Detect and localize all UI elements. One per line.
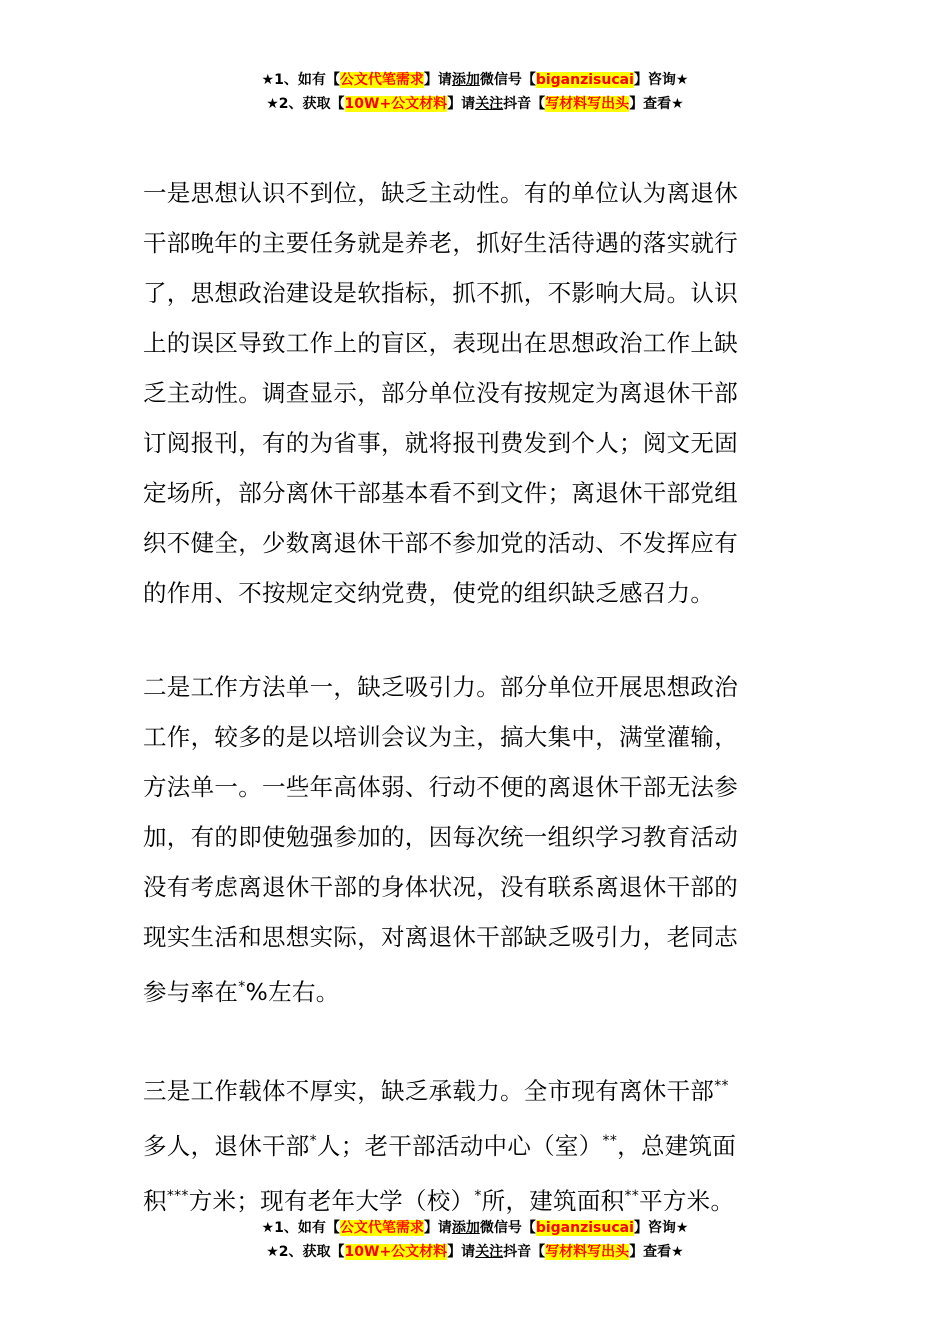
text-line: 加，有的即使勉强参加的，因每次统一组织学习教育活动 bbox=[143, 823, 738, 851]
text-line: 积***方米；现有老年大学（校）*所，建筑面积**平方米。 bbox=[143, 1187, 735, 1215]
banner-line-1: ★1、如有【公文代笔需求】请添加微信号【biganzisucai】咨询★ bbox=[261, 1220, 689, 1236]
highlight-materials: 10W+公文材料 bbox=[344, 96, 448, 112]
text-line: 订阅报刊，有的为省事，就将报刊费发到个人；阅文无固 bbox=[143, 429, 738, 457]
text-line: 参与率在*%左右。 bbox=[143, 978, 340, 1006]
highlight-douyin: 写材料写出头 bbox=[545, 1244, 630, 1260]
redacted-mark: ** bbox=[624, 1188, 640, 1204]
text-line: 没有考虑离退休干部的身体状况，没有联系离退休干部的 bbox=[143, 873, 738, 901]
paragraph-3 bbox=[143, 1061, 811, 1226]
banner-line-2: ★2、获取【10W+公文材料】请关注抖音【写材料写出头】查看★ bbox=[266, 96, 684, 112]
text-line: 三是工作载体不厚实，缺乏承载力。全市现有离休干部** bbox=[143, 1077, 729, 1105]
redacted-mark: ** bbox=[602, 1133, 618, 1149]
text-line: 织不健全，少数离退休干部不参加党的活动、不发挥应有 bbox=[143, 529, 738, 557]
text-line: 定场所，部分离休干部基本看不到文件；离退休干部党组 bbox=[143, 479, 738, 507]
text-line: 方法单一。一些年高体弱、行动不便的离退休干部无法参 bbox=[143, 773, 738, 801]
redacted-mark: * bbox=[238, 979, 246, 995]
paragraph-1 bbox=[143, 168, 811, 618]
highlight-materials: 10W+公文材料 bbox=[344, 1244, 448, 1260]
highlight-wechat-id: biganzisucai bbox=[535, 72, 634, 88]
text-line: 乏主动性。调查显示，部分单位没有按规定为离退休干部 bbox=[143, 379, 738, 407]
text-line: 一是思想认识不到位，缺乏主动性。有的单位认为离退休 bbox=[143, 179, 738, 207]
redacted-mark: * bbox=[309, 1133, 317, 1149]
text-line: 多人，退休干部*人；老干部活动中心（室）**，总建筑面 bbox=[143, 1132, 737, 1160]
footer-banner bbox=[0, 1216, 950, 1264]
banner-line-1: ★1、如有【公文代笔需求】请添加微信号【biganzisucai】咨询★ bbox=[261, 72, 689, 88]
highlight-service: 公文代笔需求 bbox=[339, 72, 424, 88]
redacted-mark: ** bbox=[714, 1078, 729, 1094]
text-line: 的作用、不按规定交纳党费，使党的组织缺乏感召力。 bbox=[143, 579, 715, 607]
text-line: 二是工作方法单一，缺乏吸引力。部分单位开展思想政治 bbox=[143, 673, 738, 701]
text-line: 上的误区导致工作上的盲区，表现出在思想政治工作上缺 bbox=[143, 329, 738, 357]
text-line: 干部晚年的主要任务就是养老，抓好生活待遇的落实就行 bbox=[143, 229, 738, 257]
text-line: 工作，较多的是以培训会议为主，搞大集中，满堂灌输， bbox=[143, 723, 738, 751]
paragraph-2 bbox=[143, 662, 811, 1017]
highlight-wechat-id: biganzisucai bbox=[535, 1220, 634, 1236]
redacted-mark: *** bbox=[166, 1188, 189, 1204]
header-banner bbox=[0, 68, 950, 116]
highlight-service: 公文代笔需求 bbox=[339, 1220, 424, 1236]
text-line: 了，思想政治建设是软指标，抓不抓，不影响大局。认识 bbox=[143, 279, 738, 307]
document-body bbox=[143, 168, 811, 1226]
highlight-douyin: 写材料写出头 bbox=[545, 96, 630, 112]
redacted-mark: * bbox=[474, 1188, 482, 1204]
text-line: 现实生活和思想实际，对离退休干部缺乏吸引力，老同志 bbox=[143, 923, 738, 951]
banner-line-2: ★2、获取【10W+公文材料】请关注抖音【写材料写出头】查看★ bbox=[266, 1244, 684, 1260]
